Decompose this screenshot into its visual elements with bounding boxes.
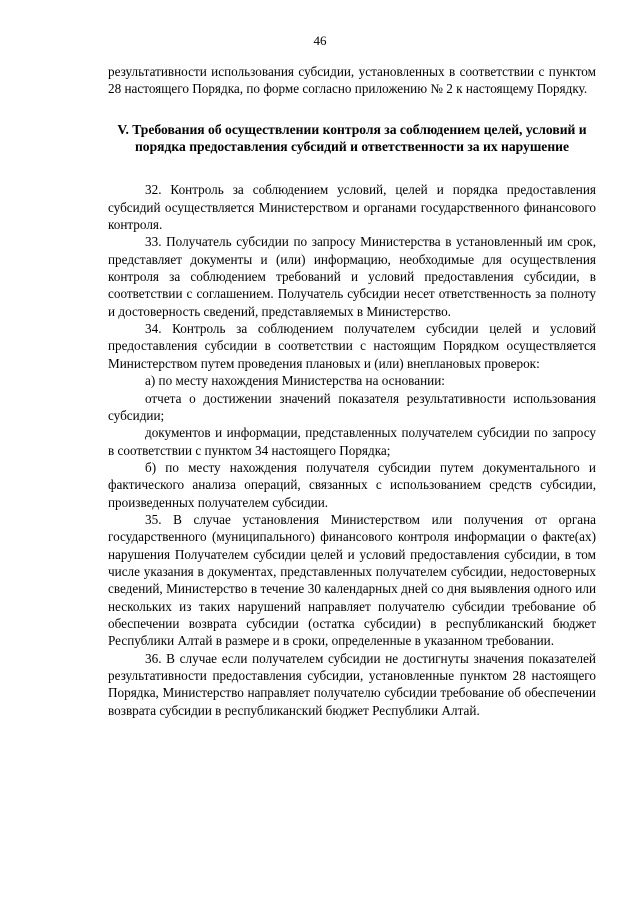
paragraph-34-item-a-documents: документов и информации, представленных получателем субсидии по запросу в соответствии с пунктом 34 настоящего Порядка; (108, 425, 596, 458)
paragraph-34-item-b: б) по месту нахождения получателя субсидии путем документального и фактического анализа операций, связанных с использованием средств субсидии, произведенных получателем субсидии. (108, 459, 596, 510)
paragraph-36: 36. В случае если получателем субсидии не достигнуты значения показателей результативности предоставления субсидии, установленные пунктом 28 настоящего Порядка, Министерство направляет получателю субсидии требование об обеспечении возврата субсидии в республиканский бюджет Республики Алтай. (108, 650, 596, 718)
paragraph-32: 32. Контроль за соблюдением условий, целей и порядка предоставления субсидий осуществляется Министерством и органами государственного финансового контроля. (108, 182, 596, 233)
paragraph-34-item-a-report: отчета о достижении значений показателя результативности использования субсидии; (108, 390, 596, 423)
document-body (108, 63, 596, 719)
paragraph-33: 33. Получатель субсидии по запросу Министерства в установленный им срок, представляет документы и (или) информацию, необходимые для осуществления контроля за соблюдением требований и условий предоставления субсидии, в соответствии с соглашением. Получатель субсидии несет ответственность за полноту и достоверность сведений, представляемых в Министерство. (108, 234, 596, 319)
paragraph-34-item-a: а) по месту нахождения Министерства на основании: (145, 373, 445, 389)
paragraph-34: 34. Контроль за соблюдением получателем субсидии целей и условий предоставления субсидии в соответствии с настоящим Порядком осуществляется Министерством путем проведения плановых и (или) внеплановых проверок: (108, 321, 596, 371)
intro-paragraph: результативности использования субсидии, установленных в соответствии с пунктом 28 настоящего Порядка, по форме согласно приложению № 2 к настоящему Порядку. (108, 64, 596, 97)
section-heading: V. Требования об осуществлении контроля за соблюдением целей, условий и порядка предоставления субсидий и ответственности за их нарушение (117, 121, 587, 155)
paragraph-35: 35. В случае установления Министерством или получения от органа государственного (муниципального) финансового контроля информации о факте(ах) нарушения Получателем субсидии целей и условий предоставления субсидии, в том числе указания в документах, представленных получателем субсидии, недостоверных сведений, Министерство в течение 30 календарных дней со дня выявления одного или нескольких из таких нарушений направляет получателю субсидии требование об обеспечении возврата субсидии (остатка субсидии) в республиканский бюджет Республики Алтай в размере и в сроки, определенные в указанном требовании. (108, 511, 596, 649)
page-number: 46 (313, 33, 327, 48)
